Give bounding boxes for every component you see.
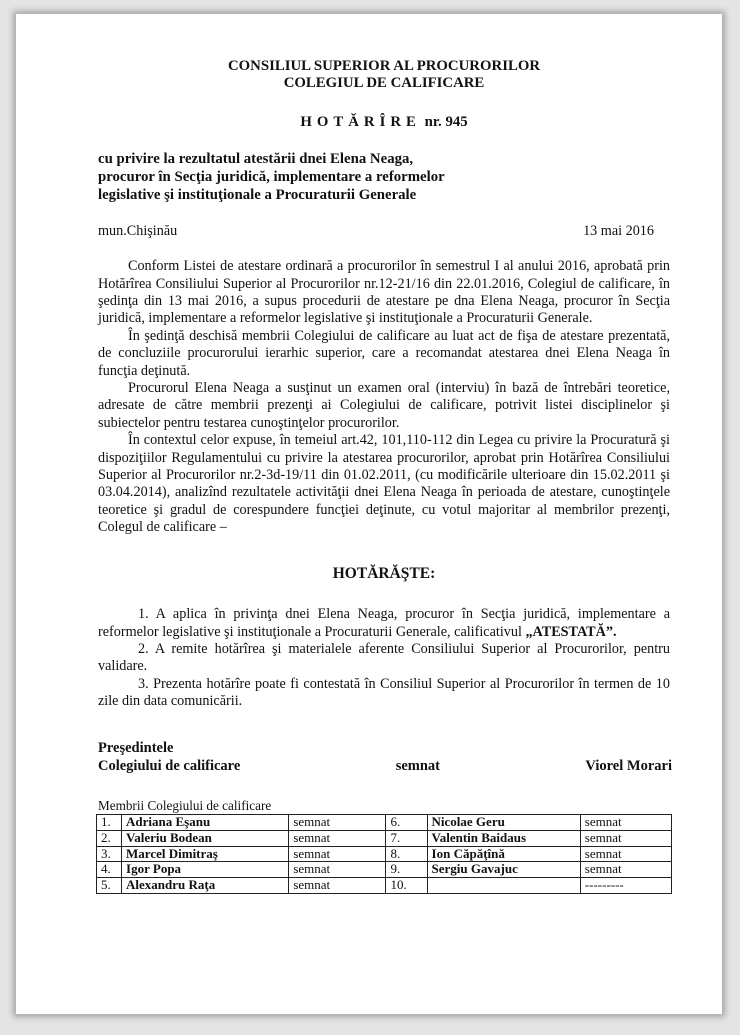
member-name: Marcel Dimitraş bbox=[122, 846, 289, 862]
document-body bbox=[98, 258, 670, 537]
member-name bbox=[427, 878, 580, 894]
member-name: Alexandru Raţa bbox=[122, 878, 289, 894]
member-signature: semnat bbox=[289, 830, 386, 846]
table-row bbox=[97, 846, 672, 862]
decision-heading: HOTĂRĂŞTE: bbox=[332, 564, 436, 582]
president-name: Viorel Morari bbox=[585, 757, 672, 774]
institution-name: CONSILIUL SUPERIOR AL PROCURORILOR bbox=[227, 58, 541, 74]
member-name: Valeriu Bodean bbox=[122, 830, 289, 846]
subject-line-3: legislative şi instituţionale a Procuraturii Generale bbox=[98, 187, 417, 203]
member-name: Nicolae Geru bbox=[427, 814, 580, 830]
decision-item-2: 2. A remite hotărîrea şi materialele aferente Consiliului Superior al Procurorilor, pentru validare. bbox=[98, 640, 670, 675]
document-page bbox=[16, 14, 722, 1014]
body-paragraph-3: Procurorul Elena Neaga a susţinut un examen oral (interviu) în bază de întrebări teoretice, adresate de către membrii prezenţi ai Colegiului de calificare, potrivit listei disciplinelor şi subiectelor pentru testarea cunoştinţelor procurorilor. bbox=[98, 380, 670, 431]
title-number: nr. 945 bbox=[424, 114, 468, 130]
president-signature-block bbox=[98, 739, 670, 775]
body-paragraph-2: În şedinţă deschisă membrii Colegiului de calificare au luat act de fişa de atestare prezentată, de concluziile procurorului ierarhic superior, care a recomandat atestarea dnei Elena Neaga în funcţia deţinută. bbox=[98, 327, 670, 379]
member-signature: --------- bbox=[580, 878, 671, 894]
member-number: 2. bbox=[97, 830, 122, 846]
member-name: Igor Popa bbox=[122, 862, 289, 878]
member-number: 10. bbox=[386, 878, 427, 894]
member-number: 7. bbox=[386, 830, 427, 846]
member-number: 8. bbox=[386, 846, 427, 862]
member-signature: semnat bbox=[289, 846, 386, 862]
members-table bbox=[96, 814, 672, 894]
president-college: Colegiului de calificare bbox=[98, 757, 241, 774]
member-number: 9. bbox=[386, 862, 427, 878]
members-caption: Membrii Colegiului de calificare bbox=[98, 797, 272, 813]
document-content bbox=[98, 58, 670, 894]
subject-line-1: cu privire la rezultatul atestării dnei Elena Neaga, bbox=[98, 151, 414, 168]
college-name: COLEGIUL DE CALIFICARE bbox=[283, 75, 485, 91]
document-title bbox=[98, 114, 670, 131]
member-name: Ion Căpăţînă bbox=[427, 846, 580, 862]
title-word: HOTĂRÎRE bbox=[300, 114, 421, 130]
member-number: 1. bbox=[97, 814, 122, 830]
document-subject bbox=[98, 151, 488, 204]
decision-item-1-text: 1. A aplica în privinţa dnei Elena Neaga, procuror în Secţia juridică, implementare a reformelor legislative şi instituţionale a Procuraturii Generale, calificativul bbox=[98, 606, 670, 640]
decision-item-1 bbox=[98, 606, 670, 641]
member-signature: semnat bbox=[580, 830, 671, 846]
member-signature: semnat bbox=[580, 846, 671, 862]
member-name: Valentin Baidaus bbox=[427, 830, 580, 846]
subject-line-2: procuror în Secţia juridică, implementare a reformelor bbox=[98, 169, 445, 186]
president-row bbox=[98, 757, 670, 775]
table-row bbox=[97, 814, 672, 830]
place: mun.Chişinău bbox=[98, 222, 178, 239]
president-signed: semnat bbox=[395, 757, 441, 774]
member-name: Sergiu Gavajuc bbox=[427, 862, 580, 878]
date: 13 mai 2016 bbox=[583, 222, 654, 239]
member-signature: semnat bbox=[580, 862, 671, 878]
decision-items bbox=[98, 606, 670, 710]
member-number: 6. bbox=[386, 814, 427, 830]
table-row bbox=[97, 830, 672, 846]
member-signature: semnat bbox=[580, 814, 671, 830]
member-signature: semnat bbox=[289, 814, 386, 830]
document-header bbox=[98, 58, 670, 92]
member-number: 5. bbox=[97, 878, 122, 894]
member-number: 3. bbox=[97, 846, 122, 862]
body-paragraph-4: În contextul celor expuse, în temeiul art.42, 101,110-112 din Legea cu privire la Procuratură şi dispoziţiilor Regulamentului cu privire la atestarea procurorilor, aprobat prin Hotărîrea Consiliului Superior al Procurorilor nr.2-3d-19/11 din 01.02.2011, (cu modificările ulterioare din 15.02.2011 şi 03.04.2014), analizînd rezultatele activităţii dnei Elena Neaga în perioada de atestare, cunoştinţele teoretice şi gradul de corespundere funcţiei deţinute, cu votul majoritar al membrilor prezenţi, Colegul de calificare – bbox=[98, 432, 670, 536]
member-signature: semnat bbox=[289, 862, 386, 878]
decision-grade: „ATESTATĂ”. bbox=[525, 623, 617, 640]
decision-item-3: 3. Prezenta hotărîre poate fi contestată în Consiliul Superior al Procurorilor în termen de 10 zile din data comunicării. bbox=[98, 675, 670, 710]
member-signature: semnat bbox=[289, 878, 386, 894]
table-row bbox=[97, 878, 672, 894]
body-paragraph-1: Conform Listei de atestare ordinară a procurorilor în semestrul I al anului 2016, aprobată prin Hotărîrea Consiliului Superior al Procurorilor nr.12-21/16 din 22.01.2016, Colegiul de calificare, în şedinţa din 13 mai 2016, a supus procedurii de atestare pe dna Elena Neaga, procuror în Secţia juridică, implementare a reformelor legislative şi instituţionale a Procuraturii Generale. bbox=[98, 258, 670, 327]
president-title: Preşedintele bbox=[98, 739, 174, 756]
member-name: Adriana Eşanu bbox=[122, 814, 289, 830]
member-number: 4. bbox=[97, 862, 122, 878]
table-row bbox=[97, 862, 672, 878]
members-table-body bbox=[97, 814, 672, 893]
place-date-row bbox=[98, 223, 670, 240]
